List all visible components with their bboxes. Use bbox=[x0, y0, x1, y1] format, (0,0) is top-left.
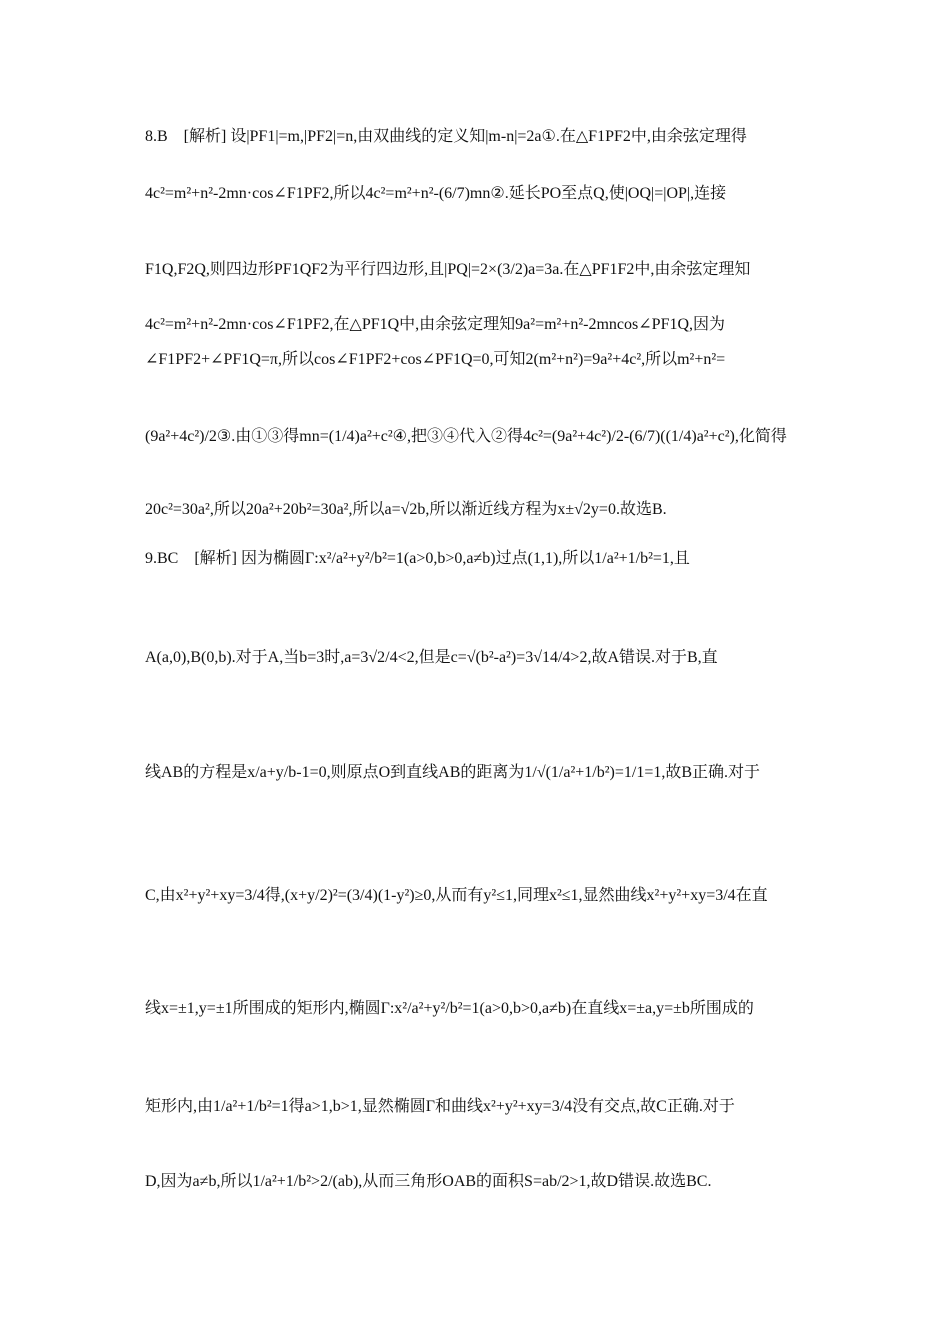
p8-line-5: ∠F1PF2+∠PF1Q=π,所以cos∠F1PF2+cos∠PF1Q=0,可知2(m²+n²)=9a²+4c²,所以m²+n²= bbox=[145, 351, 726, 368]
p9-line-4: C,由x²+y²+xy=3/4得,(x+y/2)²=(3/4)(1-y²)≥0,从而有y²≤1,同理x²≤1,显然曲线x²+y²+xy=3/4在直 bbox=[145, 887, 768, 904]
p8-line-3: F1Q,F2Q,则四边形PF1QF2为平行四边形,且|PQ|=2×(3/2)a=3a.在△PF1F2中,由余弦定理知 bbox=[145, 261, 751, 278]
p9-line-5: 线x=±1,y=±1所围成的矩形内,椭圆Γ:x²/a²+y²/b²=1(a>0,b>0,a≠b)在直线x=±a,y=±b所围成的 bbox=[145, 1000, 754, 1017]
p9-line-1: 9.BC [解析] 因为椭圆Γ:x²/a²+y²/b²=1(a>0,b>0,a≠b)过点(1,1),所以1/a²+1/b²=1,且 bbox=[145, 550, 690, 567]
p9-line-2: A(a,0),B(0,b).对于A,当b=3时,a=3√2/4<2,但是c=√(b²-a²)=3√14/4>2,故A错误.对于B,直 bbox=[145, 649, 718, 666]
p9-line-7: D,因为a≠b,所以1/a²+1/b²>2/(ab),从而三角形OAB的面积S=ab/2>1,故D错误.故选BC. bbox=[145, 1173, 712, 1190]
p8-line-2: 4c²=m²+n²-2mn·cos∠F1PF2,所以4c²=m²+n²-(6/7)mn②.延长PO至点Q,使|OQ|=|OP|,连接 bbox=[145, 185, 727, 202]
p8-line-4: 4c²=m²+n²-2mn·cos∠F1PF2,在△PF1Q中,由余弦定理知9a²=m²+n²-2mncos∠PF1Q,因为 bbox=[145, 316, 726, 333]
p9-line-6: 矩形内,由1/a²+1/b²=1得a>1,b>1,显然椭圆Γ和曲线x²+y²+xy=3/4没有交点,故C正确.对于 bbox=[145, 1098, 735, 1115]
p8-line-1: 8.B [解析] 设|PF1|=m,|PF2|=n,由双曲线的定义知|m-n|=2a①.在△F1PF2中,由余弦定理得 bbox=[145, 128, 747, 145]
p9-line-3: 线AB的方程是x/a+y/b-1=0,则原点O到直线AB的距离为1/√(1/a²+1/b²)=1/1=1,故B正确.对于 bbox=[145, 764, 761, 781]
p8-line-6: (9a²+4c²)/2③.由①③得mn=(1/4)a²+c²④,把③④代入②得4c²=(9a²+4c²)/2-(6/7)((1/4)a²+c²),化简得 bbox=[145, 428, 787, 445]
p8-line-7: 20c²=30a²,所以20a²+20b²=30a²,所以a=√2b,所以渐近线方程为x±√2y=0.故选B. bbox=[145, 501, 667, 518]
